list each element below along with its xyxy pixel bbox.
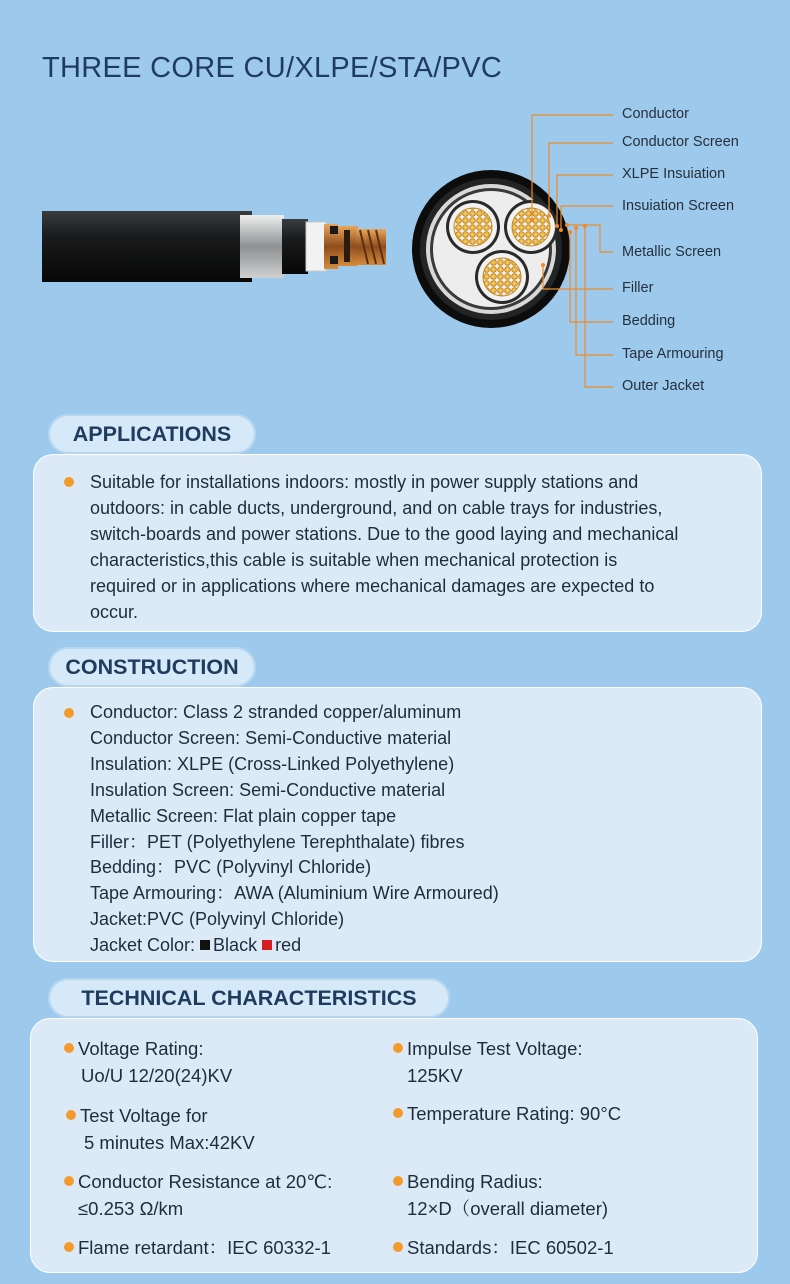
standards: Standards：IEC 60502-1	[393, 1234, 614, 1261]
impulse-test-voltage: Impulse Test Voltage: 125KV	[393, 1035, 583, 1089]
black-swatch	[200, 940, 210, 950]
callout-tape-armouring: Tape Armouring	[622, 346, 724, 362]
bullet-icon	[393, 1108, 403, 1118]
callout-conductor-screen: Conductor Screen	[622, 134, 739, 150]
construction-item: Insulation: XLPE (Cross-Linked Polyethylene)	[90, 753, 455, 774]
construction-item: Metallic Screen: Flat plain copper tape	[90, 805, 397, 826]
applications-text: Suitable for installations indoors: mostly in power supply stations and outdoors: in cable ducts, underground, and on cable trays for industries, switch-boards and power stations. Due to the good laying and mechanical characteristics,this cable is suitable when mechanical protection is required or in applications where mechanical damages are expected to occur.	[90, 472, 679, 622]
callout-metallic-screen: Metallic Screen	[622, 244, 722, 260]
applications-heading: APPLICATIONS	[48, 414, 256, 454]
cable-side-view	[42, 211, 386, 282]
construction-bullet	[64, 708, 74, 718]
construction-item: Tape Armouring：AWA (Aluminium Wire Armoured)	[90, 883, 499, 904]
construction-item: Bedding：PVC (Polyvinyl Chloride)	[90, 857, 372, 878]
construction-item: Jacket:PVC (Polyvinyl Chloride)	[90, 909, 345, 930]
construction-item: Insulation Screen: Semi-Conductive material	[90, 779, 446, 800]
bullet-icon	[393, 1242, 403, 1252]
construction-list	[90, 700, 499, 959]
jacket-color-row: Jacket Color: Black red	[90, 935, 302, 956]
jacket-color-red: red	[275, 935, 302, 956]
construction-heading: CONSTRUCTION	[48, 647, 256, 687]
bullet-icon	[64, 1242, 74, 1252]
conductor-resistance: Conductor Resistance at 20℃: ≤0.253 Ω/km	[64, 1168, 332, 1222]
bending-radius: Bending Radius: 12×D（overall diameter)	[393, 1168, 608, 1222]
bullet-icon	[66, 1110, 76, 1120]
callout-outer-jacket: Outer Jacket	[622, 378, 705, 394]
construction-item: Conductor: Class 2 stranded copper/aluminum	[90, 702, 462, 722]
callout-xlpe-insulation: XLPE Insuiation	[622, 166, 726, 182]
jacket-color-black: Black	[213, 935, 258, 956]
callout-filler: Filler	[622, 280, 654, 296]
callout-bedding: Bedding	[622, 313, 676, 329]
bullet-icon	[64, 1176, 74, 1186]
flame-retardant: Flame retardant：IEC 60332-1	[64, 1234, 331, 1261]
applications-bullet	[64, 477, 74, 487]
bullet-icon	[64, 1043, 74, 1053]
bullet-icon	[393, 1176, 403, 1186]
construction-item: Conductor Screen: Semi-Conductive material	[90, 727, 452, 748]
bullet-icon	[393, 1043, 403, 1053]
temperature-rating: Temperature Rating: 90°C	[393, 1100, 621, 1127]
test-voltage: Test Voltage for 5 minutes Max:42KV	[66, 1102, 255, 1156]
callout-insulation-screen: Insuiation Screen	[622, 198, 735, 214]
technical-heading: TECHNICAL CHARACTERISTICS	[48, 978, 450, 1018]
red-swatch	[262, 940, 272, 950]
construction-item: Filler：PET (Polyethylene Terephthalate) fibres	[90, 831, 465, 852]
page-title: THREE CORE CU/XLPE/STA/PVC	[42, 52, 503, 84]
cable-cross-section	[412, 170, 570, 328]
callout-labels	[622, 95, 790, 405]
callout-conductor: Conductor	[622, 106, 689, 122]
voltage-rating: Voltage Rating: Uo/U 12/20(24)KV	[64, 1035, 232, 1089]
